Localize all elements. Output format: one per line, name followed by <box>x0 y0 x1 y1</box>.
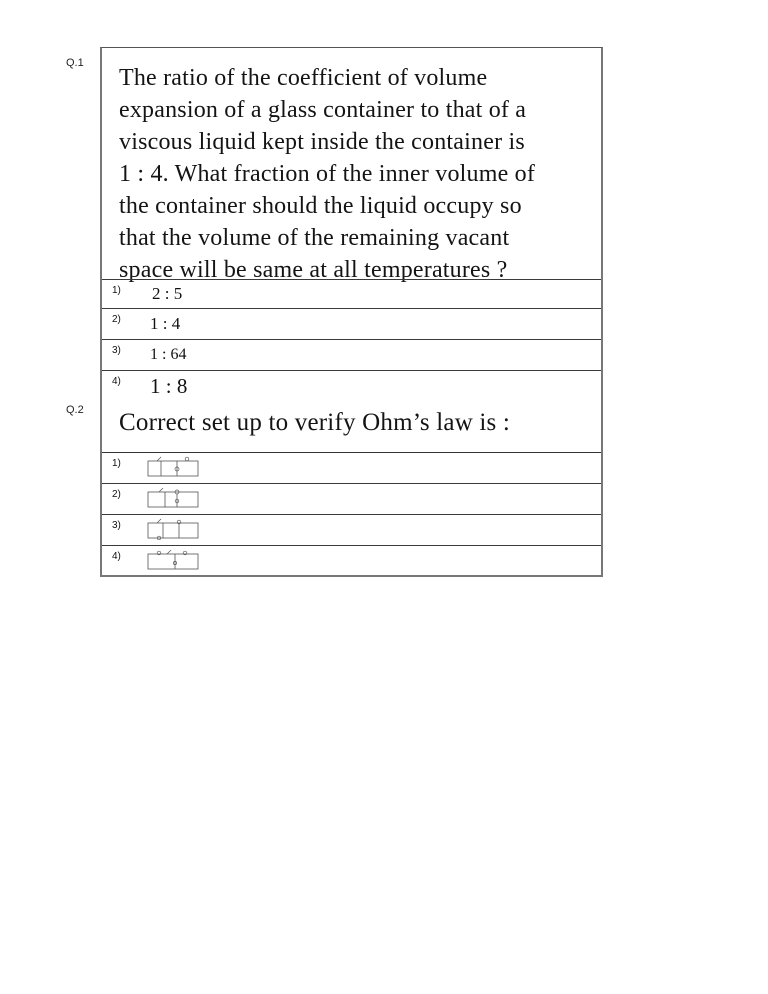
option-label: 4) <box>112 551 121 562</box>
question-2-text: Correct set up to verify Ohm’s law is : <box>119 409 511 436</box>
option-1[interactable] <box>102 452 601 483</box>
circuit-diagram-1 <box>147 456 199 478</box>
option-1[interactable] <box>102 279 601 308</box>
question-2-block <box>100 400 603 577</box>
question-1-line: the container should the liquid occupy so <box>119 193 522 219</box>
option-label: 3) <box>112 520 121 531</box>
option-value: 2 : 5 <box>152 284 183 303</box>
option-4[interactable] <box>102 545 601 576</box>
question-1-line: 1 : 4. What fraction of the inner volume of <box>119 161 536 187</box>
question-1-line: space will be same at all temperatures ? <box>119 257 508 283</box>
question-number: Q.2 <box>66 404 84 416</box>
question-number: Q.1 <box>66 57 84 69</box>
question-1-line: viscous liquid kept inside the container is <box>119 129 525 155</box>
option-label: 4) <box>112 376 121 387</box>
option-label: 3) <box>112 345 121 356</box>
option-label: 1) <box>112 285 121 296</box>
option-2[interactable] <box>102 308 601 339</box>
circuit-diagram-4 <box>147 549 199 571</box>
question-1-line: that the volume of the remaining vacant <box>119 225 510 251</box>
option-value: 1 : 64 <box>150 346 187 363</box>
circuit-diagram-2 <box>147 487 199 509</box>
option-3[interactable] <box>102 514 601 545</box>
option-4[interactable] <box>102 370 601 402</box>
question-1-line: expansion of a glass container to that of a <box>119 97 527 123</box>
question-1-text <box>102 48 601 283</box>
circuit-diagram-3 <box>147 518 199 540</box>
option-label: 1) <box>112 458 121 469</box>
option-2[interactable] <box>102 483 601 514</box>
question-1-block <box>100 47 603 402</box>
option-value: 1 : 4 <box>150 314 181 333</box>
option-label: 2) <box>112 489 121 500</box>
option-label: 2) <box>112 314 121 325</box>
option-3[interactable] <box>102 339 601 370</box>
question-1-line: The ratio of the coefficient of volume <box>119 65 488 91</box>
option-value: 1 : 8 <box>150 374 188 398</box>
